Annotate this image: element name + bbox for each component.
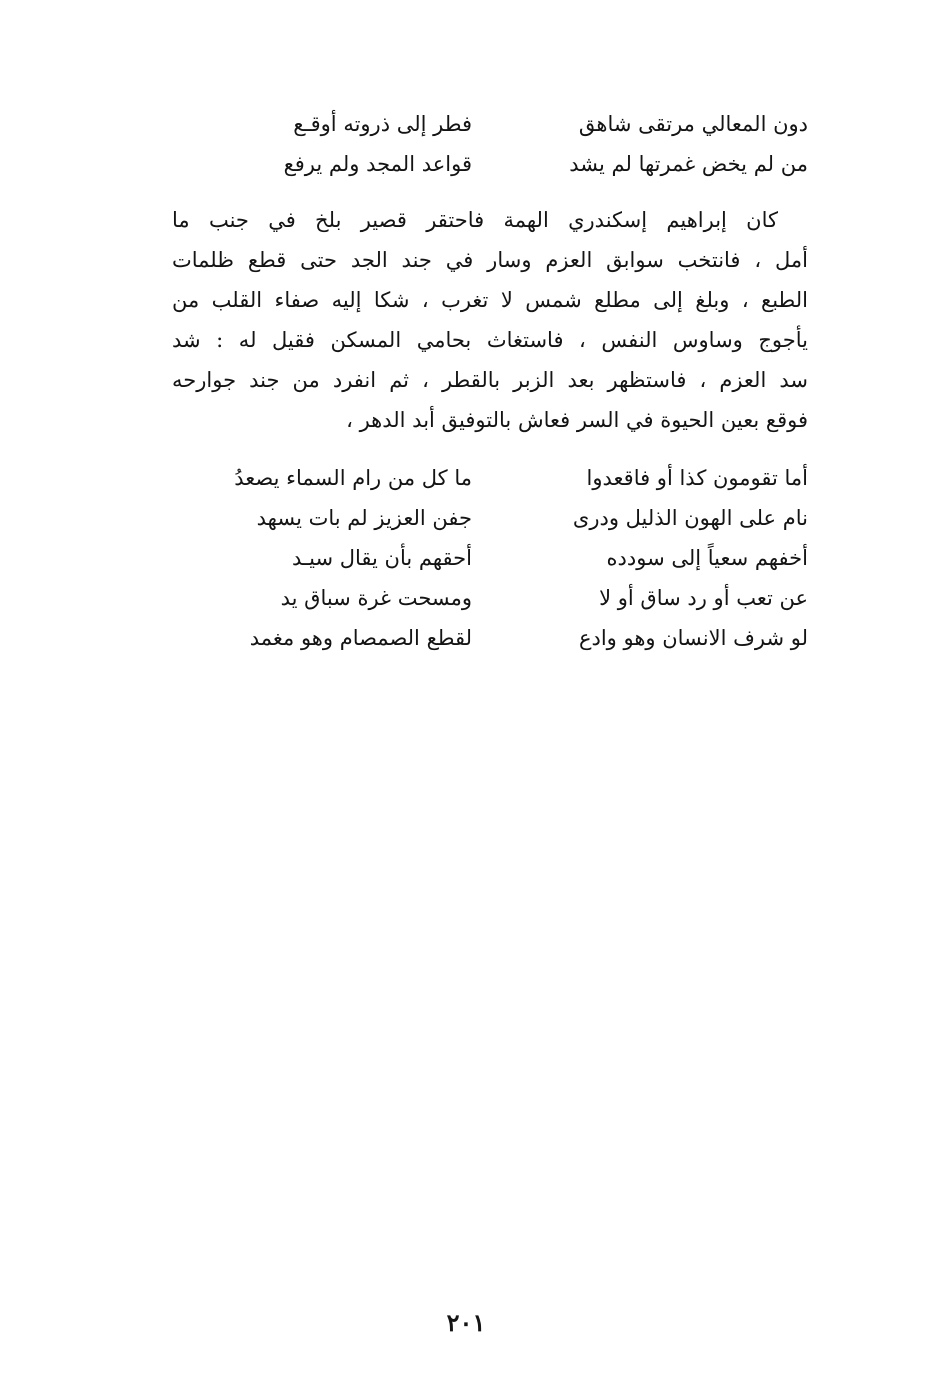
verse-first-hemistich: دون المعالي مرتقى شاهق <box>578 112 808 136</box>
poem-one <box>172 104 808 184</box>
verse-second-hemistich: قواعد المجد ولم يرفع <box>283 152 472 176</box>
verse-second-hemistich: لقطع الصمصام وهو مغمد <box>249 626 472 650</box>
poem-two <box>172 458 808 658</box>
page-number: ٢٠١ <box>446 1308 486 1337</box>
prose-line: فوقع بعين الحيوة في السر فعاش بالتوفيق أبد الدهر ، <box>346 408 808 432</box>
verse-line <box>172 618 808 658</box>
verse-second-hemistich: أحقهم بأن يقال سيـد <box>291 546 472 570</box>
verse-line <box>172 578 808 618</box>
prose-paragraph <box>172 200 808 440</box>
verse-line <box>172 498 808 538</box>
verse-first-hemistich: أما تقومون كذا أو فاقعدوا <box>586 466 808 490</box>
verse-first-hemistich: أخفهم سعياً إلى سودده <box>606 546 808 570</box>
verse-first-hemistich: من لم يخض غمرتها لم يشد <box>569 152 808 176</box>
prose-line: يأجوج وساوس النفس ، فاستغاث بحامي المسكن فقيل له : شد <box>172 328 808 352</box>
prose-line: أمل ، فانتخب سوابق العزم وسار في جند الجد حتى قطع ظلمات <box>172 248 808 272</box>
verse-line <box>172 538 808 578</box>
verse-first-hemistich: نام على الهون الذليل ودرى <box>572 506 808 530</box>
verse-line <box>172 144 808 184</box>
verse-second-hemistich: ما كل من رام السماء يصعدُ <box>234 466 472 490</box>
verse-line <box>172 458 808 498</box>
verse-second-hemistich: جفن العزيز لم بات يسهد <box>256 506 472 530</box>
prose-line: كان إبراهيم إسكندري الهمة فاحتقر قصير بلخ في جنب ما <box>172 208 778 232</box>
verse-second-hemistich: فطر إلى ذروته أوقـع <box>293 112 472 136</box>
verse-first-hemistich: عن تعب أو رد ساق أو لا <box>599 586 808 610</box>
verse-first-hemistich: لو شرف الانسان وهو وادع <box>578 626 808 650</box>
prose-line: سد العزم ، فاستظهر بعد الزبر بالقطر ، ثم انفرد من جند جوارحه <box>172 368 808 392</box>
prose-line: الطبع ، وبلغ إلى مطلع شمس لا تغرب ، شكا إليه صفاء القلب من <box>172 288 808 312</box>
verse-second-hemistich: ومسحت غرة سباق يد <box>280 586 472 610</box>
verse-line <box>172 104 808 144</box>
